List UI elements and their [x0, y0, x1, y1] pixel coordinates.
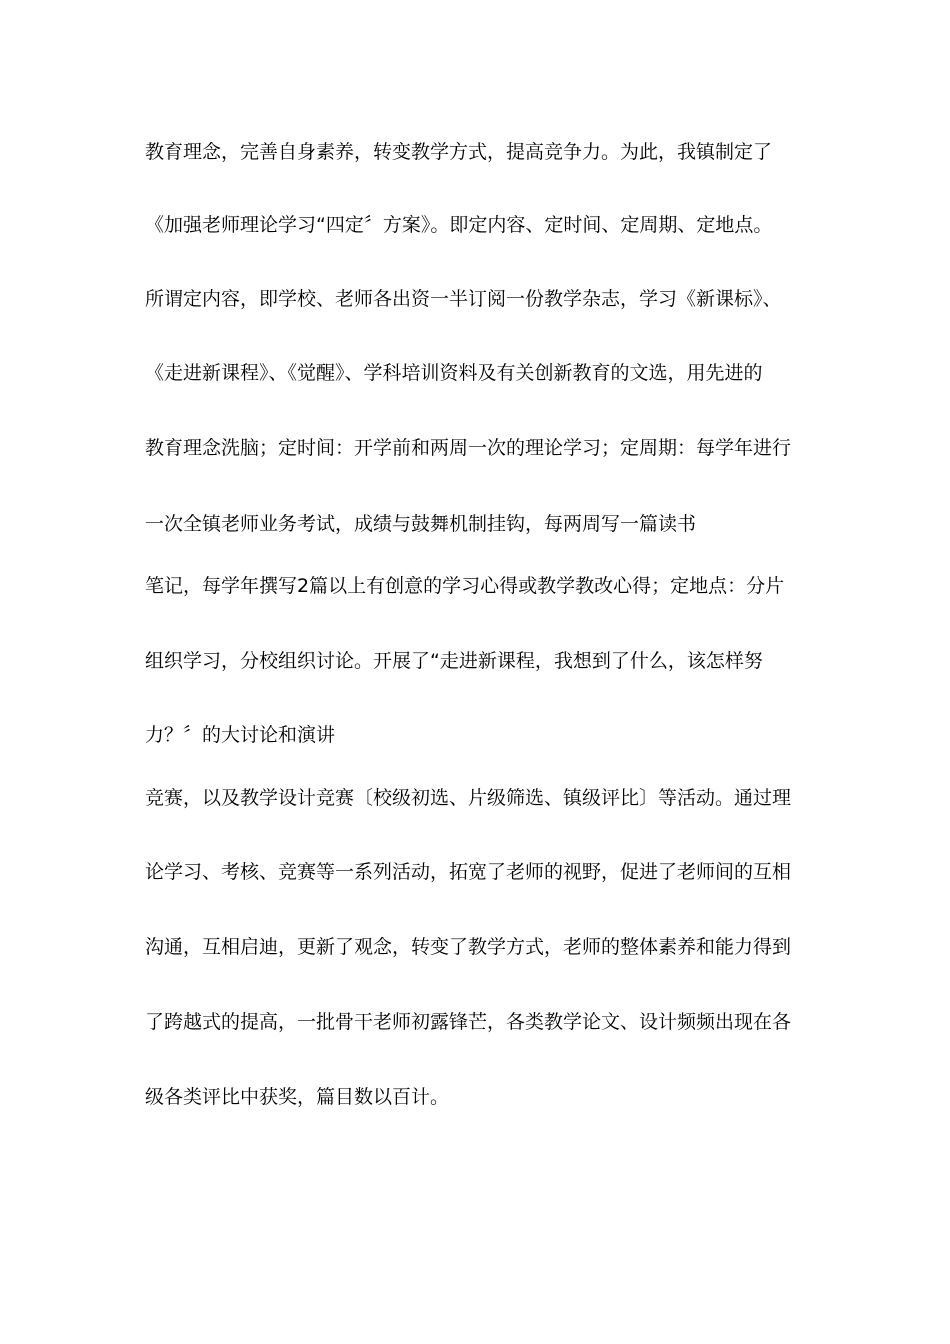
paragraph-line: 竞赛，以及教学设计竞赛〔校级初选、片级筛选、镇级评比〕等活动。通过理 [145, 787, 792, 809]
paragraph-line: 所谓定内容，即学校、老师各出资一半订阅一份教学杂志，学习《新课标》、 [145, 288, 782, 310]
paragraph-line: 级各类评比中获奖，篇目数以百计。 [145, 1086, 450, 1108]
paragraph-line: 了跨越式的提高，一批骨干老师初露锋芒，各类教学论文、设计频频出现在各 [145, 1011, 792, 1033]
paragraph-line: 教育理念，完善自身素养，转变教学方式，提高竞争力。为此，我镇制定了 [145, 141, 773, 163]
paragraph-line: 沟通，互相启迪，更新了观念，转变了教学方式，老师的整体素养和能力得到 [145, 936, 792, 958]
paragraph-line: 组织学习，分校组织讨论。开展了“走进新课程，我想到了什么，该怎样努 [145, 650, 763, 672]
paragraph-line: 一次全镇老师业务考试，成绩与鼓舞机制挂钩，每两周写一篇读书 [145, 513, 697, 535]
paragraph-line: 论学习、考核、竞赛等一系列活动，拓宽了老师的视野，促进了老师间的互相 [145, 861, 792, 883]
paragraph-line: 教育理念洗脑；定时间：开学前和两周一次的理论学习；定周期：每学年进行 [145, 437, 792, 459]
paragraph-line: 《加强老师理论学习“四定〞方案》。即定内容、定时间、定周期、定地点。 [145, 214, 773, 236]
paragraph-line: 《走进新课程》、《觉醒》、学科培训资料及有关创新教育的文选，用先进的 [145, 362, 763, 384]
paragraph-line: 力？〞的大讨论和演讲 [145, 724, 336, 746]
paragraph-line: 笔记，每学年撰写2篇以上有创意的学习心得或教学教改心得；定地点：分片 [145, 575, 785, 597]
